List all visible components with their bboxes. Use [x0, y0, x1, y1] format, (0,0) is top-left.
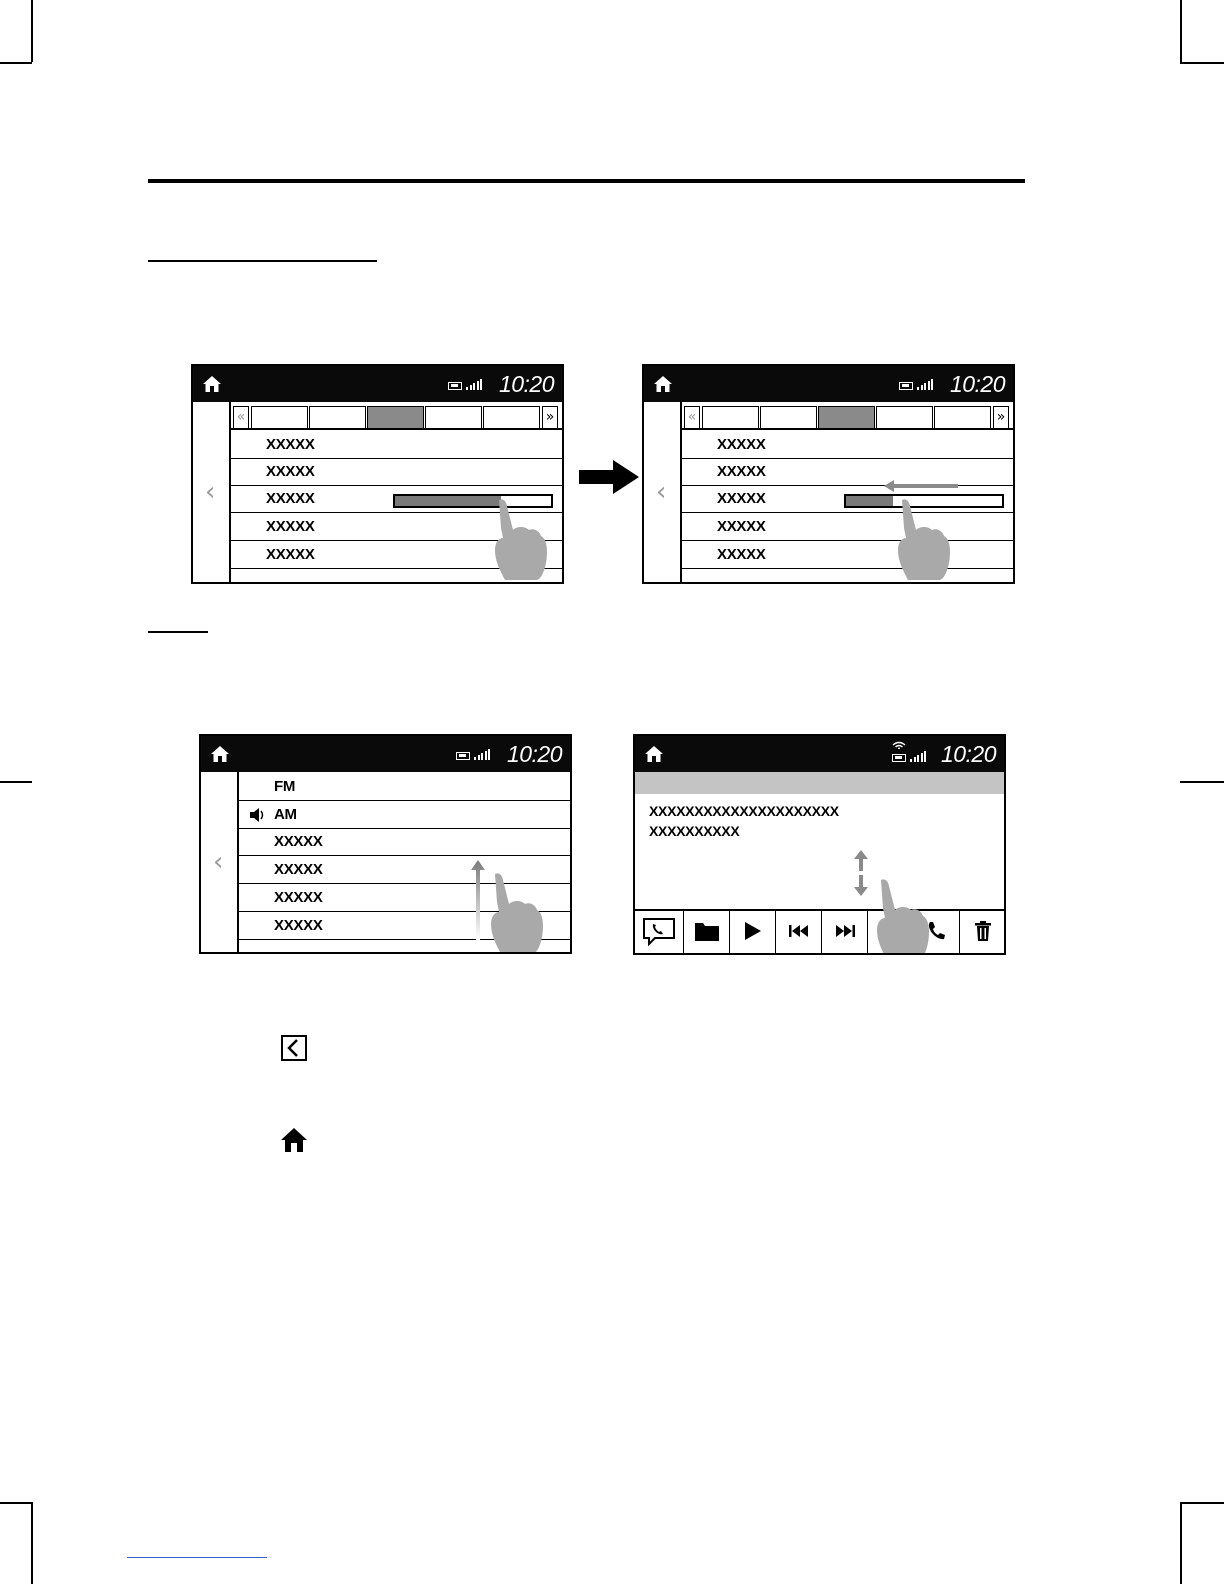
- tab-next-icon[interactable]: »: [993, 406, 1009, 428]
- crop-mark: [1180, 781, 1224, 783]
- battery-icon: [899, 382, 913, 390]
- swipe-vertical-arrow-icon: [854, 850, 868, 896]
- screen-slider-after: [642, 364, 1015, 584]
- back-chevron-icon: [281, 1035, 307, 1061]
- tab-bar: [682, 402, 1013, 430]
- crop-mark: [0, 62, 32, 64]
- previous-track-button[interactable]: [776, 911, 822, 953]
- clock: 10:20: [940, 741, 996, 767]
- signal-icon: [474, 748, 490, 760]
- folder-button[interactable]: [684, 911, 730, 953]
- list-item[interactable]: AM: [239, 801, 570, 829]
- footer-link-underline[interactable]: [127, 1557, 267, 1558]
- tab[interactable]: [702, 406, 759, 428]
- crop-mark: [1180, 62, 1224, 64]
- screen-list-scroll: [199, 734, 572, 954]
- hand-pointer-icon: [493, 496, 553, 580]
- list-item[interactable]: XXXXX: [239, 912, 570, 940]
- clock: 10:20: [949, 371, 1005, 397]
- reply-call-button[interactable]: [635, 911, 684, 953]
- next-track-icon: [835, 925, 855, 937]
- crop-mark: [0, 781, 32, 783]
- status-bar: [635, 736, 1004, 772]
- tab-bar: [231, 402, 562, 430]
- tab[interactable]: [483, 406, 540, 428]
- back-chevron-icon[interactable]: ‹: [656, 477, 667, 507]
- list-item[interactable]: XXXXX: [231, 459, 562, 486]
- reply-call-icon: [641, 916, 677, 946]
- status-bar: [193, 366, 562, 402]
- list-item[interactable]: XXXXX: [239, 829, 570, 856]
- tab[interactable]: [309, 406, 366, 428]
- left-column: [201, 772, 239, 952]
- back-chevron-icon[interactable]: ‹: [213, 847, 224, 877]
- status-bar: [201, 736, 570, 772]
- list-item[interactable]: XXXXX: [231, 541, 562, 569]
- tab[interactable]: [425, 406, 482, 428]
- list-item[interactable]: XXXXX: [682, 541, 1013, 569]
- toolbar: [635, 909, 1004, 953]
- list-item[interactable]: XXXXX: [682, 486, 1013, 513]
- crop-mark: [1180, 0, 1182, 62]
- section-underline: [148, 260, 377, 262]
- header-rule: [148, 179, 1025, 183]
- signal-icon: [917, 378, 933, 390]
- signal-icon: [910, 750, 926, 762]
- swipe-left-arrow-icon: [884, 480, 958, 492]
- tab[interactable]: [760, 406, 817, 428]
- list-item[interactable]: XXXXX: [682, 430, 1013, 459]
- play-button[interactable]: [730, 911, 776, 953]
- wifi-icon: [892, 741, 906, 749]
- signal-icon: [466, 378, 482, 390]
- list-item[interactable]: XXXXX: [239, 856, 570, 884]
- folder-icon: [695, 921, 719, 941]
- list-item[interactable]: XXXXX: [231, 513, 562, 541]
- crop-mark: [1180, 1502, 1182, 1584]
- home-icon[interactable]: [653, 374, 673, 394]
- message-header-bar: [635, 772, 1004, 794]
- home-icon: [281, 1127, 307, 1153]
- tab-active[interactable]: [818, 406, 875, 428]
- hand-pointer-icon: [489, 870, 549, 954]
- speaker-icon: [249, 808, 265, 822]
- clock: 10:20: [498, 371, 554, 397]
- battery-icon: [448, 382, 462, 390]
- crop-mark: [31, 1502, 33, 1584]
- tab[interactable]: [876, 406, 933, 428]
- tab-prev-icon[interactable]: «: [233, 406, 249, 428]
- left-column: [644, 402, 682, 582]
- hand-pointer-icon: [896, 496, 956, 580]
- list-item[interactable]: XXXXX: [239, 884, 570, 912]
- tab-next-icon[interactable]: »: [542, 406, 558, 428]
- left-column: [193, 402, 231, 582]
- battery-icon: [892, 754, 906, 762]
- home-icon[interactable]: [644, 744, 664, 764]
- crop-mark: [1180, 1502, 1224, 1504]
- tab-prev-icon[interactable]: «: [684, 406, 700, 428]
- next-track-button[interactable]: [822, 911, 868, 953]
- delete-button[interactable]: [960, 911, 1006, 953]
- home-icon[interactable]: [210, 744, 230, 764]
- back-chevron-icon[interactable]: ‹: [205, 477, 216, 507]
- play-icon: [745, 922, 761, 940]
- screen-message-scroll: [633, 734, 1006, 955]
- list-item[interactable]: FM: [239, 772, 570, 801]
- crop-mark: [31, 0, 33, 62]
- crop-mark: [0, 1502, 32, 1504]
- clock: 10:20: [506, 741, 562, 767]
- status-bar: [644, 366, 1013, 402]
- trash-icon: [975, 921, 991, 941]
- hand-pointer-icon: [875, 876, 935, 955]
- home-icon[interactable]: [202, 374, 222, 394]
- list-item[interactable]: XXXXX: [231, 430, 562, 459]
- section-underline: [148, 631, 208, 633]
- list-item[interactable]: XXXXX: [682, 459, 1013, 486]
- battery-icon: [456, 752, 470, 760]
- slider-fill: [395, 496, 501, 506]
- arrow-right-icon: [579, 460, 639, 494]
- tab[interactable]: [934, 406, 991, 428]
- list-item[interactable]: XXXXX: [682, 513, 1013, 541]
- swipe-up-arrow-icon: [471, 860, 485, 940]
- message-line: XXXXXXXXXXXXXXXXXXXXX: [649, 803, 839, 819]
- tab[interactable]: [251, 406, 308, 428]
- list-item[interactable]: XXXXX: [231, 486, 562, 513]
- message-line: XXXXXXXXXX: [649, 823, 740, 839]
- previous-track-icon: [789, 925, 809, 937]
- screen-slider-before: [191, 364, 564, 584]
- slider-fill: [846, 496, 893, 506]
- tab-active[interactable]: [367, 406, 424, 428]
